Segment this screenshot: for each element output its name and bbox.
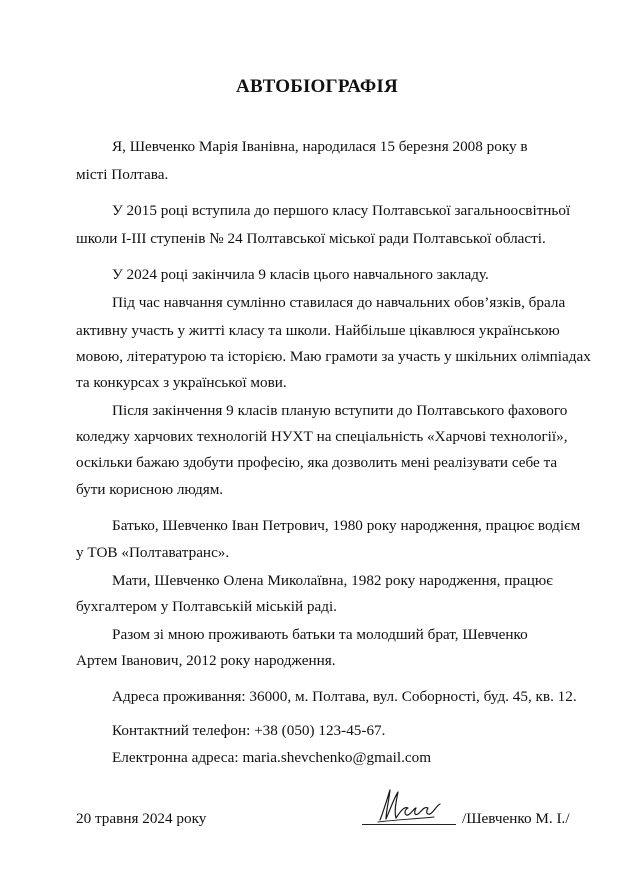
- text-line: У 2015 році вступила до першого класу Полтавської загальноосвітньої: [112, 202, 571, 219]
- text-line: та конкурсах з української мови.: [76, 374, 287, 391]
- text-line: Я, Шевченко Марія Іванівна, народилася 15 березня 2008 року в: [112, 138, 528, 155]
- text-line: Разом зі мною проживають батьки та молодший брат, Шевченко: [112, 626, 528, 643]
- text-line: бухгалтером у Полтавській міській раді.: [76, 598, 337, 615]
- text-line: місті Полтава.: [76, 166, 169, 183]
- text-line: коледжу харчових технологій НУХТ на спеціальність «Харчові технології»,: [76, 428, 568, 445]
- text-line: мовою, літературою та історією. Маю грамоти за участь у шкільних олімпіадах: [76, 348, 591, 365]
- signature-line: [362, 824, 456, 825]
- text-line: Мати, Шевченко Олена Миколаївна, 1982 року народження, працює: [112, 572, 553, 589]
- text-line: у ТОВ «Полтаватранс».: [76, 544, 230, 561]
- phone-line: Контактний телефон: +38 (050) 123-45-67.: [112, 722, 386, 739]
- email-line: Електронна адреса: maria.shevchenko@gmail.com: [112, 749, 432, 766]
- address-line: Адреса проживання: 36000, м. Полтава, вул. Соборності, буд. 45, кв. 12.: [112, 688, 577, 705]
- text-line: Після закінчення 9 класів планую вступити до Полтавського фахового: [112, 402, 568, 419]
- document-title: АВТОБІОГРАФІЯ: [236, 76, 398, 97]
- text-line: бути корисною людям.: [76, 481, 224, 498]
- signature-name: /Шевченко М. І./: [462, 810, 570, 827]
- handwritten-signature: [374, 786, 454, 826]
- text-line: оскільки бажаю здобути професію, яка дозволить мені реалізувати себе та: [76, 454, 558, 471]
- text-line: Артем Іванович, 2012 року народження.: [76, 652, 336, 669]
- text-line: активну участь у житті класу та школи. Найбільше цікавлюся українською: [76, 322, 560, 339]
- text-line: школи І-ІІІ ступенів № 24 Полтавської міської ради Полтавської області.: [76, 230, 546, 247]
- text-line: У 2024 році закінчила 9 класів цього навчального закладу.: [112, 266, 489, 283]
- text-line: Батько, Шевченко Іван Петрович, 1980 року народження, працює водієм: [112, 517, 581, 534]
- document-date: 20 травня 2024 року: [76, 810, 207, 827]
- text-line: Під час навчання сумлінно ставилася до навчальних обов’язків, брала: [112, 294, 566, 311]
